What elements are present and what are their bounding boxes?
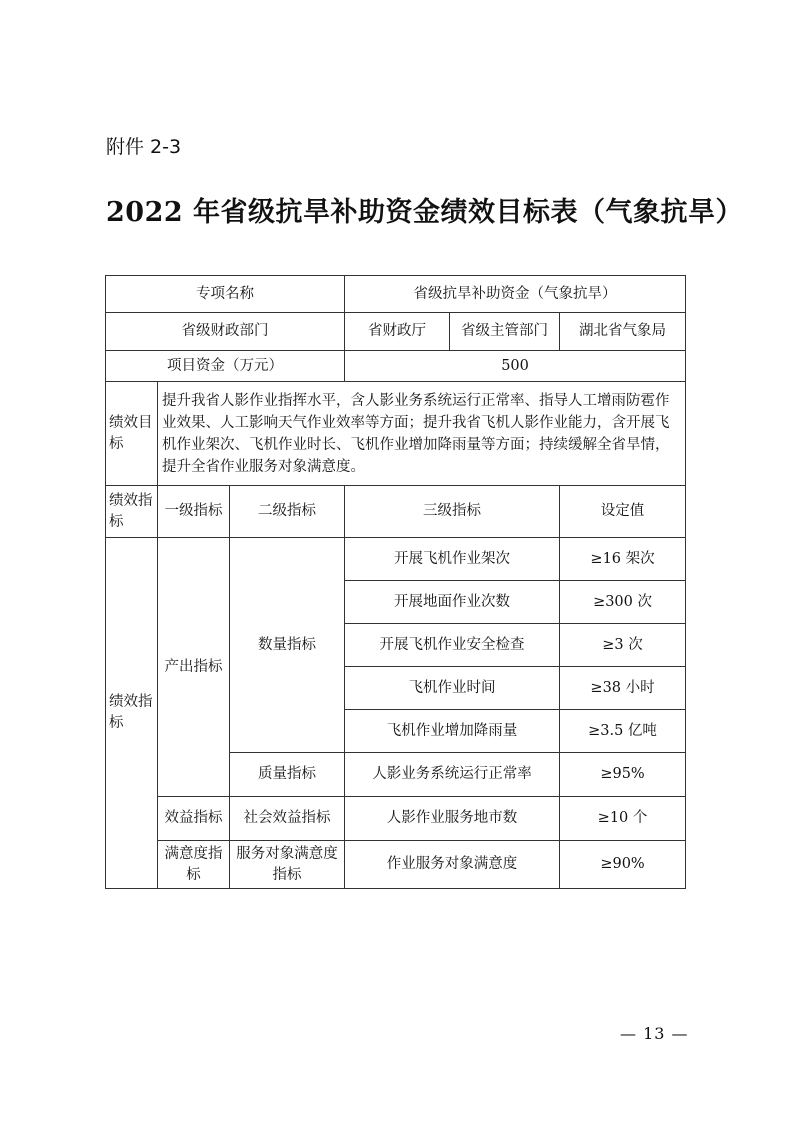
- page-number: — 13 —: [620, 1024, 689, 1043]
- finance-dept-value-text: 省财政厅: [345, 313, 450, 350]
- performance-target-table: [105, 275, 686, 889]
- indicator-value: ≥90%: [560, 841, 686, 889]
- table-row: [106, 382, 686, 486]
- satisfaction-indicator-label: 满意度指标: [158, 841, 230, 889]
- quality-indicator-label: 质量指标: [230, 753, 345, 797]
- col-level3: 三级指标: [345, 486, 560, 538]
- indicator-name: 飞机作业增加降雨量: [345, 710, 560, 753]
- table-row: [106, 841, 686, 889]
- benefit-indicator-label: 效益指标: [158, 797, 230, 841]
- table-row: [106, 276, 686, 313]
- indicator-value: ≥3 次: [560, 624, 686, 667]
- indicator-name: 飞机作业时间: [345, 667, 560, 710]
- project-name-label: 专项名称: [106, 276, 345, 313]
- supervisor-label: 省级主管部门: [461, 323, 549, 339]
- fund-value: 500: [345, 351, 686, 382]
- finance-dept-value: [345, 313, 560, 351]
- col-level2: 二级指标: [230, 486, 345, 538]
- finance-dept-label: 省级财政部门: [106, 313, 345, 351]
- service-satisfaction-label: 服务对象满意度指标: [230, 841, 345, 889]
- indicator-name: 开展地面作业次数: [345, 581, 560, 624]
- col-level1: 一级指标: [158, 486, 230, 538]
- indicator-name: 作业服务对象满意度: [345, 841, 560, 889]
- indicator-value: ≥3.5 亿吨: [560, 710, 686, 753]
- document-title: 2022 年省级抗旱补助资金绩效目标表（气象抗旱）: [106, 197, 744, 228]
- indicator-value: ≥300 次: [560, 581, 686, 624]
- project-name-value: 省级抗旱补助资金（气象抗旱）: [345, 276, 686, 313]
- column-header-row: [106, 486, 686, 538]
- indicator-name: 人影作业服务地市数: [345, 797, 560, 841]
- col-target: 设定值: [560, 486, 686, 538]
- table-row: [106, 351, 686, 382]
- fund-label: 项目资金（万元）: [106, 351, 345, 382]
- table-row: [106, 313, 686, 351]
- col-indicator: 绩效指标: [106, 486, 158, 538]
- goal-label: 绩效目标: [106, 382, 158, 486]
- indicator-value: ≥38 小时: [560, 667, 686, 710]
- indicator-value: ≥10 个: [560, 797, 686, 841]
- goal-text: 提升我省人影作业指挥水平，含人影业务系统运行正常率、指导人工增雨防雹作业效果、人工影响天气作业效率等方面；提升我省飞机人影作业能力，含开展飞机作业架次、飞机作业时长、飞机作业增加降雨量等方面；持续缓解全省旱情，提升全省作业服务对象满意度。: [158, 382, 686, 486]
- indicator-value: ≥95%: [560, 753, 686, 797]
- indicator-name: 开展飞机作业安全检查: [345, 624, 560, 667]
- quantity-indicator-label: 数量指标: [230, 538, 345, 753]
- supervisor-value: 湖北省气象局: [560, 313, 686, 351]
- table-row: [106, 538, 686, 581]
- output-indicator-label: 产出指标: [158, 538, 230, 797]
- attachment-label: 附件 2-3: [106, 136, 182, 158]
- indicator-name: 人影业务系统运行正常率: [345, 753, 560, 797]
- table-row: [106, 797, 686, 841]
- indicator-group-label: 绩效指标: [106, 538, 158, 889]
- indicator-name: 开展飞机作业架次: [345, 538, 560, 581]
- social-benefit-label: 社会效益指标: [230, 797, 345, 841]
- indicator-value: ≥16 架次: [560, 538, 686, 581]
